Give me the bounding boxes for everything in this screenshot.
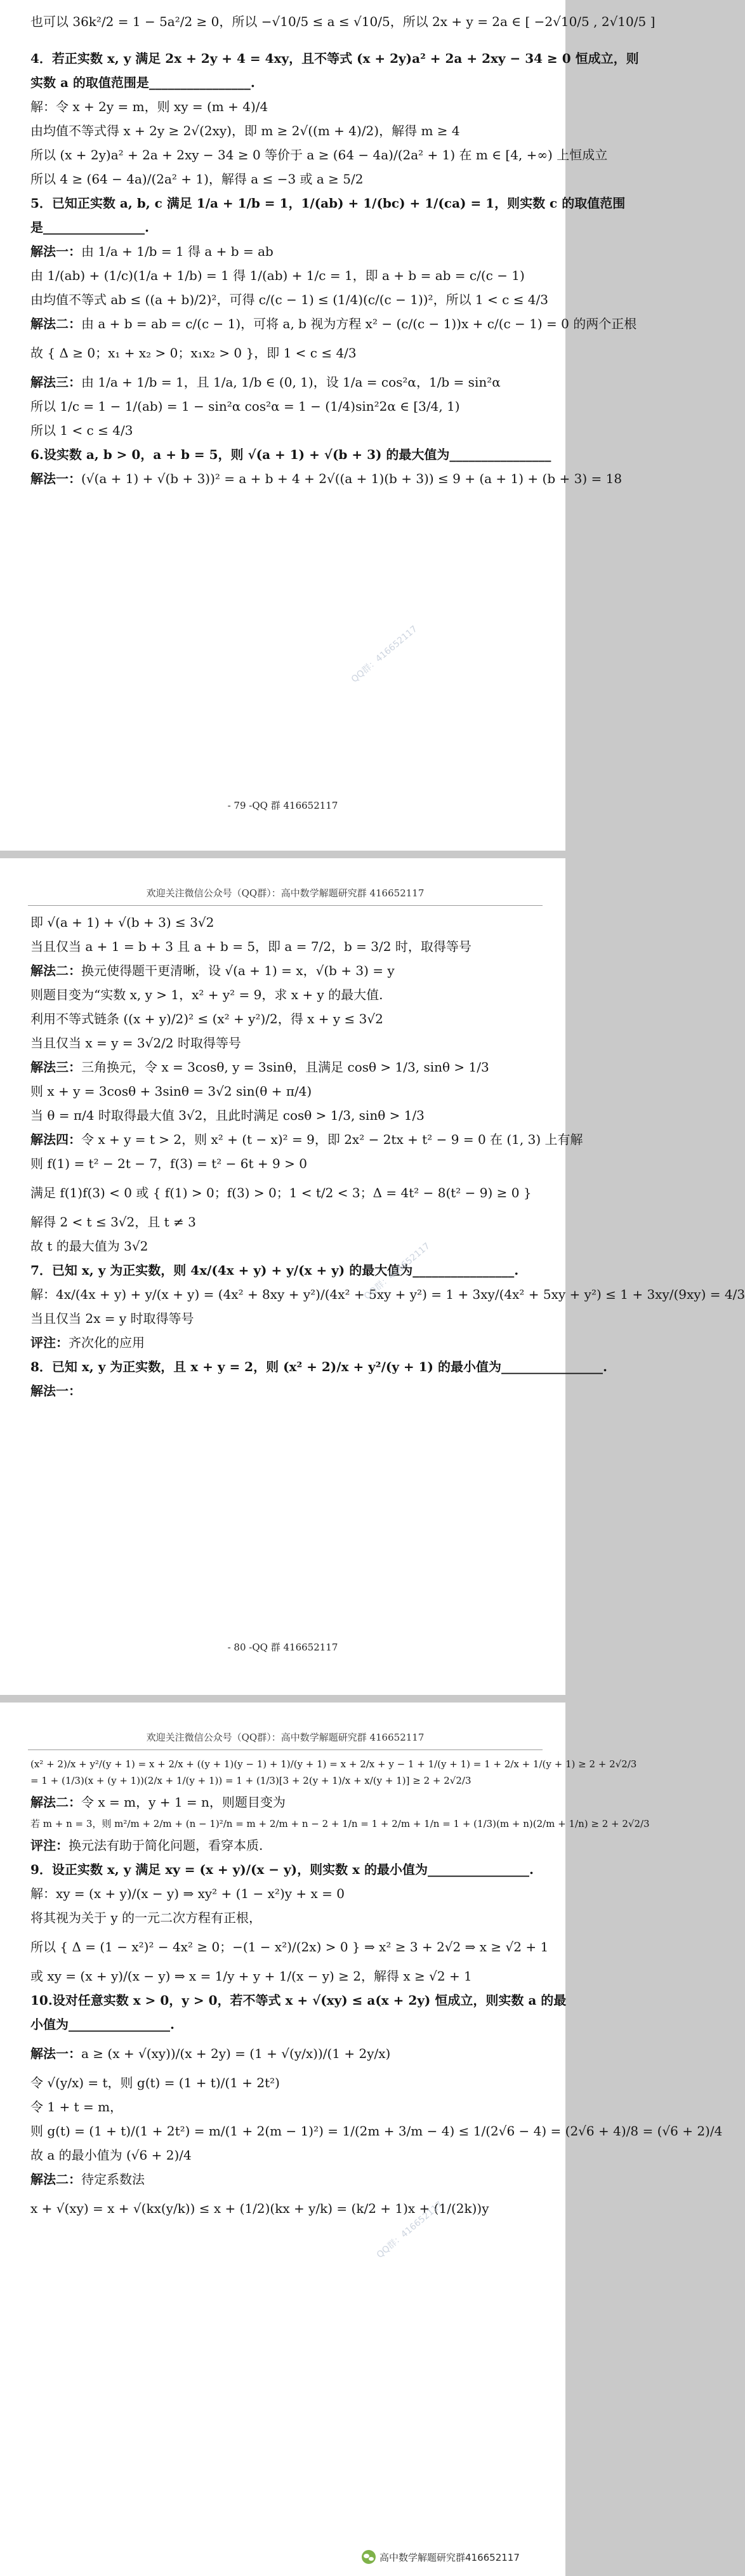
text-line	[30, 241, 540, 262]
text-line	[30, 2038, 540, 2069]
text-line: 故 { Δ ≥ 0；x₁ + x₂ > 0；x₁x₂ > 0 }，即 1 < c ≤ 4/3	[30, 345, 357, 361]
line-text: 由 1/a + 1/b = 1，且 1/a, 1/b ∈ (0, 1)，设 1/a = cos²α，1/b = sin²α	[81, 375, 501, 390]
solution-label: 评注：	[30, 1335, 69, 1350]
document-page-2	[0, 858, 745, 1695]
solution-label: 解法一：	[30, 244, 81, 259]
text-line: 将其视为关于 y 的一元二次方程有正根，	[30, 1910, 262, 1925]
wechat-logo-icon	[362, 2550, 376, 2564]
text-line: 小值为________________.	[30, 2017, 175, 2032]
watermark: QQ群：416652117	[362, 1240, 432, 1302]
text-line	[30, 1332, 540, 1353]
text-line: 所以 1 < c ≤ 4/3	[30, 423, 133, 438]
text-line: 所以 (x + 2y)a² + 2a + 2xy − 34 ≥ 0 等价于 a ≥ (64 − 4a)/(2a² + 1) 在 m ∈ [4, +∞) 上恒成立	[30, 147, 608, 163]
line-text: 由 1/a + 1/b = 1 得 a + b = ab	[81, 244, 274, 259]
text-line: 7．已知 x, y 为正实数，则 4x/(4x + y) + y/(x + y) 的最大值为________________.	[30, 1263, 519, 1278]
text-line: 5．已知正实数 a, b, c 满足 1/a + 1/b = 1，1/(ab) + 1/(bc) + 1/(ca) = 1，则实数 c 的取值范围	[30, 196, 626, 211]
text-line: (x² + 2)/x + y²/(y + 1) = x + 2/x + ((y + 1)(y − 1) + 1)/(y + 1) = x + 2/x + y − 1 + 1/(y + 1) = 1 + 2/x + 1/(y + 1) ≥ 2 + 2√2/3	[30, 1758, 637, 1770]
line-text: a ≥ (x + √(xy))/(x + 2y) = (1 + √(y/x))/(1 + 2y/x)	[81, 2046, 391, 2061]
page-body	[30, 912, 745, 1401]
text-line	[30, 1129, 583, 1150]
text-line	[30, 1792, 540, 1812]
text-line: 解：xy = (x + y)/(x − y) ⇒ xy² + (1 − x²)y + x = 0	[30, 1886, 345, 1901]
watermark: QQ群：416652117	[349, 623, 419, 685]
page-footer: - 80 -QQ 群 416652117	[227, 1642, 338, 1653]
line-text: 待定系数法	[81, 2172, 145, 2187]
text-line: 则 x + y = 3cosθ + 3sinθ = 3√2 sin(θ + π/4)	[30, 1084, 312, 1099]
page-body	[30, 11, 656, 489]
text-line: x + √(xy) = x + √(kx(y/k)) ≤ x + (1/2)(kx + y/k) = (k/2 + 1)x + (1/(2k))y	[30, 2201, 489, 2216]
text-line: 所以 { Δ = (1 − x²)² − 4x² ≥ 0；−(1 − x²)/(2x) > 0 } ⇒ x² ≥ 3 + 2√2 ⇒ x ≥ √2 + 1	[30, 1939, 549, 1955]
text-line: 故 t 的最大值为 3√2	[30, 1238, 148, 1254]
solution-label: 解法一：	[30, 471, 81, 486]
text-line: 故 a 的最小值为 (√6 + 2)/4	[30, 2148, 192, 2163]
text-line: 9．设正实数 x, y 满足 xy = (x + y)/(x − y)，则实数 x 的最小值为________________.	[30, 1862, 534, 1877]
solution-label: 解法三：	[30, 1059, 81, 1075]
solution-label: 解法一：	[30, 1383, 81, 1398]
text-line: 则 g(t) = (1 + t)/(1 + 2t²) = m/(1 + 2(m − 1)²) = 1/(2m + 3/m − 4) ≤ 1/(2√6 − 4) = (2√6 + 4)/8 = (√6 + 2)/4	[30, 2123, 723, 2139]
text-line: 由 1/(ab) + (1/c)(1/a + 1/b) = 1 得 1/(ab) + 1/c = 1，即 a + b = ab = c/(c − 1)	[30, 268, 525, 283]
line-text: 换元使得题干更清晰，设 √(a + 1) = x，√(b + 3) = y	[81, 963, 395, 978]
text-line	[30, 372, 540, 392]
text-line: 则 f(1) = t² − 2t − 7，f(3) = t² − 6t + 9 > 0	[30, 1156, 307, 1171]
watermark: QQ群：416652117	[374, 2199, 445, 2261]
publisher-logo	[362, 2550, 520, 2564]
text-line	[30, 2169, 540, 2189]
text-line: 也可以 36k²/2 = 1 − 5a²/2 ≥ 0，所以 −√10/5 ≤ a ≤ √10/5，所以 2x + y = 2a ∈ [ −2√10/5 , 2√10/5 ]	[30, 14, 656, 29]
text-line: 所以 1/c = 1 − 1/(ab) = 1 − sin²α cos²α = 1 − (1/4)sin²2α ∈ [3/4, 1)	[30, 399, 460, 414]
text-line	[30, 1057, 540, 1077]
solution-label: 评注：	[30, 1838, 69, 1853]
page-header: 欢迎关注微信公众号（QQ群）：高中数学解题研究群 416652117	[28, 1703, 543, 1750]
text-line	[30, 1835, 540, 1856]
text-line: 即 √(a + 1) + √(b + 3) ≤ 3√2	[30, 915, 214, 930]
solution-label: 解法四：	[30, 1132, 81, 1147]
solution-label: 解法二：	[30, 1795, 81, 1810]
line-text: 三角换元，令 x = 3cosθ, y = 3sinθ，且满足 cosθ > 1/3, sinθ > 1/3	[81, 1059, 489, 1075]
text-line: 10.设对任意实数 x > 0，y > 0，若不等式 x + √(xy) ≤ a(x + 2y) 恒成立，则实数 a 的最	[30, 1993, 567, 2008]
text-line	[30, 36, 540, 44]
page-body	[30, 1756, 723, 2224]
text-line	[30, 1381, 540, 1401]
text-line: 令 √(y/x) = t，则 g(t) = (1 + t)/(1 + 2t²)	[30, 2075, 280, 2090]
text-line: 解得 2 < t ≤ 3√2，且 t ≠ 3	[30, 1214, 196, 1230]
line-text: 令 x = m，y + 1 = n，则题目变为	[81, 1795, 286, 1810]
text-line: 8．已知 x, y 为正实数，且 x + y = 2，则 (x² + 2)/x + y²/(y + 1) 的最小值为________________.	[30, 1359, 607, 1374]
text-line: 当 θ = π/4 时取得最大值 3√2，且此时满足 cosθ > 1/3, sinθ > 1/3	[30, 1108, 425, 1123]
text-line	[30, 468, 623, 489]
line-text: 令 x + y = t > 2，则 x² + (t − x)² = 9，即 2x² − 2tx + t² − 9 = 0 在 (1, 3) 上有解	[81, 1132, 583, 1147]
text-line: 则题目变为“实数 x, y > 1，x² + y² = 9，求 x + y 的最大值.	[30, 987, 383, 1002]
text-line: 由均值不等式 ab ≤ ((a + b)/2)²，可得 c/(c − 1) ≤ (1/4)(c/(c − 1))²，所以 1 < c ≤ 4/3	[30, 292, 548, 307]
text-line: 满足 f(1)f(3) < 0 或 { f(1) > 0；f(3) > 0；1 < t/2 < 3；Δ = 4t² − 8(t² − 9) ≥ 0 }	[30, 1185, 532, 1200]
text-line: 实数 a 的取值范围是________________.	[30, 75, 255, 90]
line-text: 齐次化的应用	[69, 1335, 145, 1350]
text-line	[30, 960, 540, 981]
text-line: 当且仅当 2x = y 时取得等号	[30, 1311, 194, 1326]
line-text: 由 a + b = ab = c/(c − 1)，可将 a, b 视为方程 x² − (c/(c − 1))x + c/(c − 1) = 0 的两个正根	[81, 316, 637, 331]
text-line: 是________________.	[30, 220, 149, 235]
solution-label: 解法二：	[30, 316, 81, 331]
solution-label: 解法二：	[30, 2172, 81, 2187]
solution-label: 解法二：	[30, 963, 81, 978]
text-line: 由均值不等式得 x + 2y ≥ 2√(2xy)，即 m ≥ 2√((m + 4)/2)，解得 m ≥ 4	[30, 123, 460, 138]
solution-label: 解法三：	[30, 375, 81, 390]
text-line: 所以 4 ≥ (64 − 4a)/(2a² + 1)，解得 a ≤ −3 或 a ≥ 5/2	[30, 171, 364, 187]
text-line: 当且仅当 a + 1 = b + 3 且 a + b = 5，即 a = 7/2，b = 3/2 时，取得等号	[30, 939, 471, 954]
document-page-3	[0, 1703, 723, 2576]
text-line: 当且仅当 x = y = 3√2/2 时取得等号	[30, 1035, 241, 1051]
text-line: 利用不等式链条 ((x + y)/2)² ≤ (x² + y²)/2，得 x + y ≤ 3√2	[30, 1011, 383, 1026]
text-line: 6.设实数 a, b > 0，a + b = 5，则 √(a + 1) + √(b + 3) 的最大值为________________	[30, 447, 551, 462]
solution-label: 解法一：	[30, 2046, 81, 2061]
page-footer: - 79 -QQ 群 416652117	[227, 800, 338, 811]
logo-label: 高中数学解题研究群416652117	[379, 2551, 520, 2563]
document-page-1	[0, 0, 656, 851]
text-line: 解：4x/(4x + y) + y/(x + y) = (4x² + 8xy + y²)/(4x² + 5xy + y²) = 1 + 3xy/(4x² + 5xy + y²) ≤ 1 + 3xy/(9xy) = 4/3	[30, 1287, 745, 1302]
line-text: 换元法有助于简化问题，看穿本质.	[69, 1838, 263, 1853]
text-line	[30, 314, 637, 334]
text-line: 解：令 x + 2y = m，则 xy = (m + 4)/4	[30, 99, 268, 114]
page-header: 欢迎关注微信公众号（QQ群）：高中数学解题研究群 416652117	[28, 858, 543, 906]
line-text: (√(a + 1) + √(b + 3))² = a + b + 4 + 2√((a + 1)(b + 3)) ≤ 9 + (a + 1) + (b + 3) = 18	[81, 471, 623, 486]
text-line: 令 1 + t = m，	[30, 2099, 123, 2115]
text-line: 或 xy = (x + y)/(x − y) ⇒ x = 1/y + y + 1/(x − y) ≥ 2，解得 x ≥ √2 + 1	[30, 1969, 472, 1984]
text-line: 4．若正实数 x, y 满足 2x + 2y + 4 = 4xy，且不等式 (x + 2y)a² + 2a + 2xy − 34 ≥ 0 恒成立，则	[30, 51, 639, 66]
text-line: = 1 + (1/3)(x + (y + 1))(2/x + 1/(y + 1)) = 1 + (1/3)[3 + 2(y + 1)/x + x/(y + 1)] ≥ 2 + 2√2/3	[30, 1775, 471, 1786]
text-line: 若 m + n = 3，则 m²/m + 2/m + (n − 1)²/n = m + 2/m + n − 2 + 1/n = 1 + 2/m + 1/n = 1 + (1/3)(m + n)(2/m + 1/n) ≥ 2 + 2√2/3	[30, 1818, 650, 1829]
